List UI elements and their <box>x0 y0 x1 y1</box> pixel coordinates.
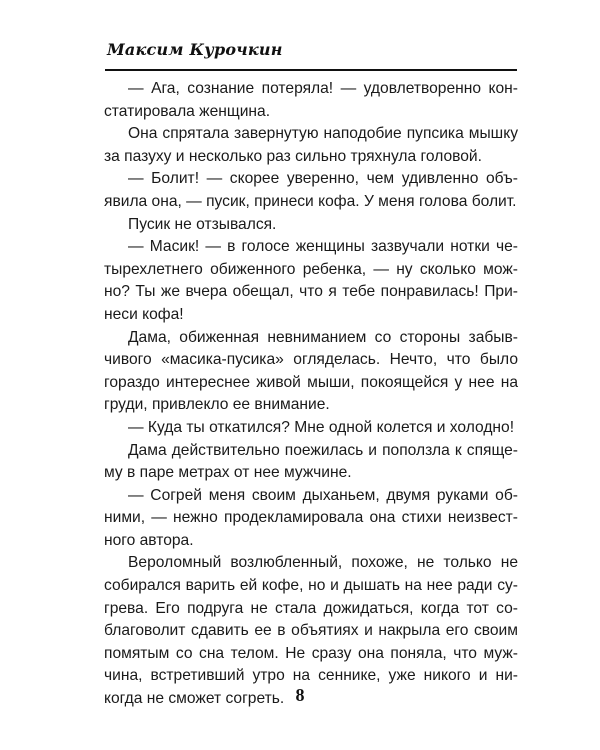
page-number: 8 <box>295 685 305 705</box>
header-rule <box>105 69 517 71</box>
paragraph: — Согрей меня своим дыханьем, двумя руками обними, — нежно продекламировала она стихи неизвестного автора. <box>104 486 518 549</box>
body-text <box>104 78 518 711</box>
paragraph: — Ага, сознание потеряла! — удовлетворенно констатировала женщина. <box>104 80 518 120</box>
paragraph: Пусик не отзывался. <box>128 215 277 233</box>
paragraph: Дама, обиженная невниманием со стороны забывчивого «масика-пусика» огляделась. Нечто, что было гораздо интереснее живой мыши, покоящейся у нее на груди, привлекло ее внимание. <box>104 328 518 414</box>
paragraph: — Масик! — в голосе женщины зазвучали нотки четырехлетнего обиженного ребенка, — ну сколько можно? Ты же вчера обещал, что я тебе понравилась! Принеси кофа! <box>104 238 518 323</box>
paragraph: — Куда ты откатился? Мне одной колется и холодно! <box>128 418 515 436</box>
running-head-author: Максим Курочкин <box>107 40 283 59</box>
paragraph: Она спрятала завернутую наподобие пупсика мышку за пазуху и несколько раз сильно тряхнула головой. <box>104 125 518 165</box>
paragraph: Вероломный возлюбленный, похоже, не только не собирался варить ей кофе, но и дышать на нее ради сугрева. Его подруга не стала дожидаться, когда тот соблаговолит сдавить ее в объятиях и накрыла его своим помятым со сна телом. Не сразу она поняла, что мужчина, встретивший утро на сеннике, уже никого и никогда не сможет согреть. <box>104 554 518 708</box>
paragraph: Дама действительно поежилась и поползла к спящему в паре метрах от нее мужчине. <box>104 441 518 482</box>
paragraph: — Болит! — скорее уверенно, чем удивленно объявила она, — пусик, принеси кофа. У меня голова болит. <box>104 170 518 210</box>
